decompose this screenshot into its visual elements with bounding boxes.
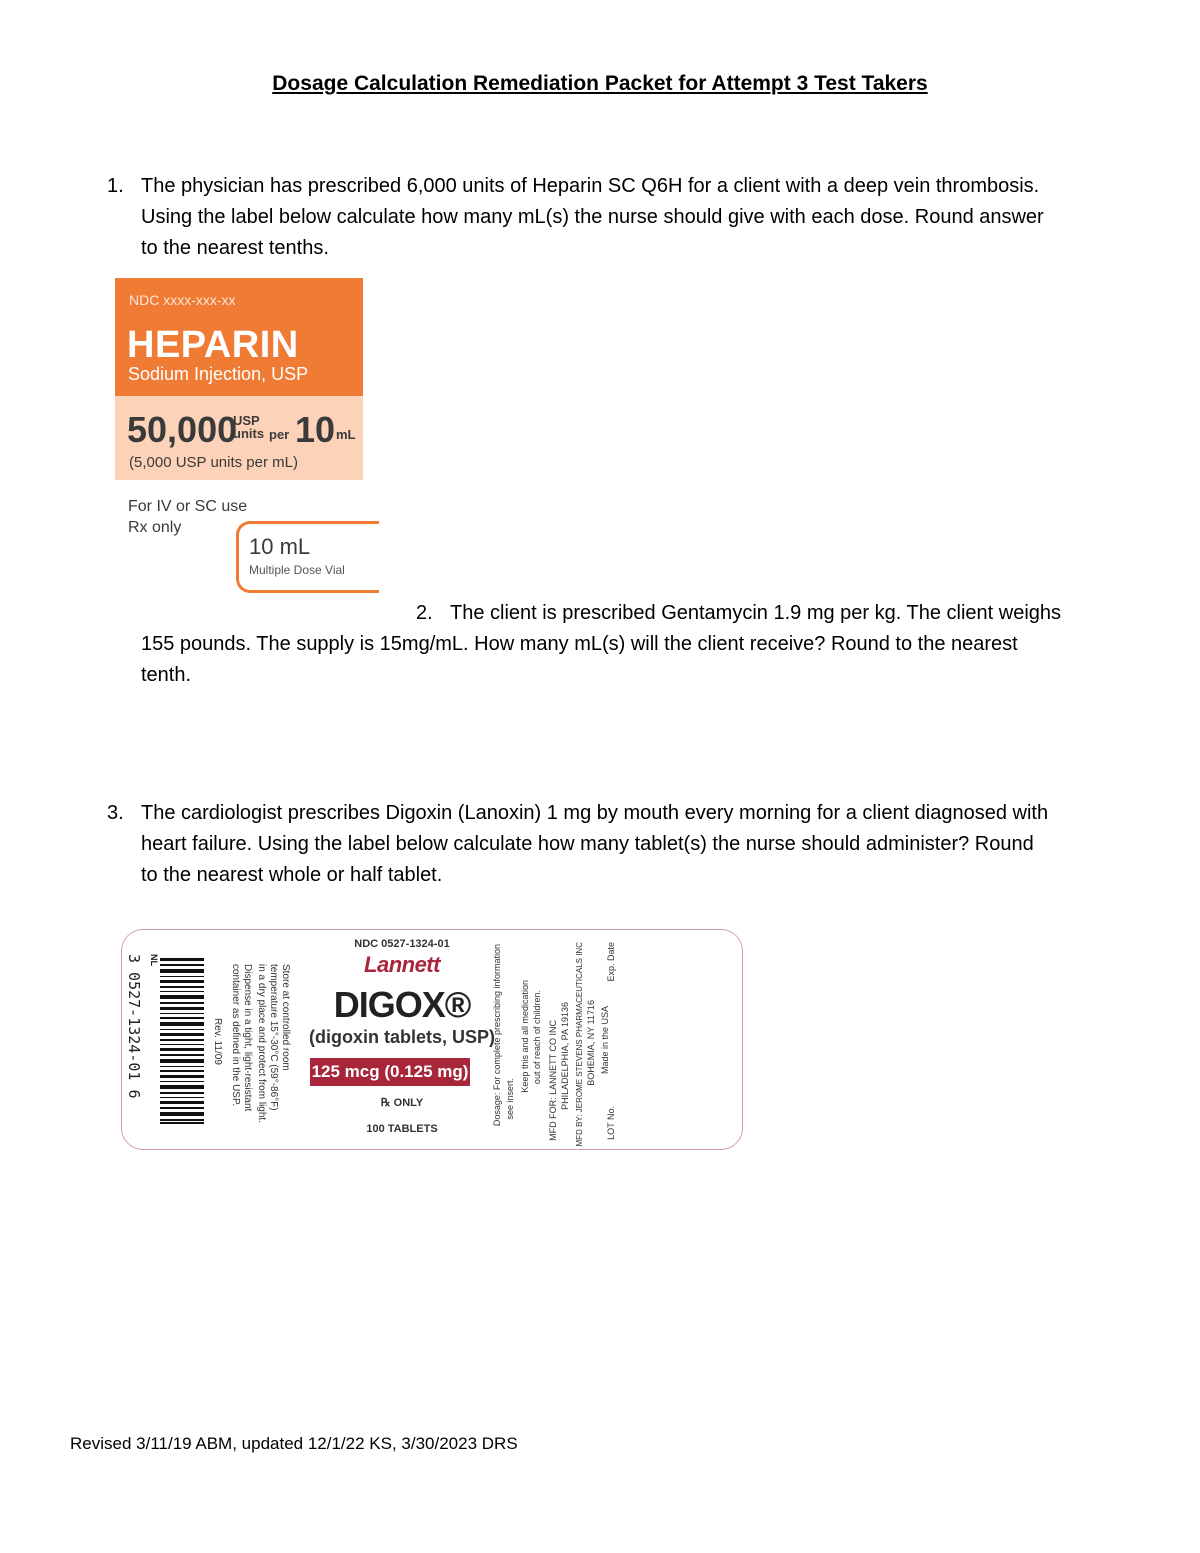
question-1-number: 1.	[107, 175, 124, 197]
digox-mfd-by-2: BOHEMIA, NY 11716	[586, 1000, 596, 1086]
digox-storage-3: in a dry place and protect from light.	[256, 964, 267, 1123]
digox-label	[121, 929, 743, 1150]
digox-dose: 125 mcg (0.125 mg)	[310, 1058, 470, 1086]
question-3-line-2: heart failure. Using the label below calculate how many tablet(s) the nurse should administer? Round	[141, 833, 1034, 855]
digox-barcode-number: 3 0527-1324-01 6	[125, 954, 143, 1099]
digox-generic: (digoxin tablets, USP)	[308, 1027, 495, 1047]
barcode-image	[160, 958, 204, 1124]
question-1-line-1: The physician has prescribed 6,000 units of Heparin SC Q6H for a client with a deep vein thrombosis.	[141, 175, 1040, 197]
heparin-vial-box	[236, 521, 379, 593]
digox-mfd-for-2: PHILADELPHIA, PA 19136	[560, 1002, 570, 1110]
digox-made-in: Made in the USA	[600, 1006, 610, 1075]
heparin-subtitle: Sodium Injection, USP	[128, 364, 309, 384]
question-2-number: 2.	[416, 602, 433, 624]
digox-storage-1: Store at controlled room	[280, 964, 291, 1071]
digox-dosage-2: see insert.	[505, 1078, 515, 1120]
heparin-strength-units: 50,000	[127, 409, 238, 450]
digox-storage-5: container as defined in the USP.	[230, 964, 241, 1107]
question-2-line-1: The client is prescribed Gentamycin 1.9 mg per kg. The client weighs	[450, 602, 1062, 624]
heparin-usp-units	[233, 414, 264, 440]
heparin-per: per	[269, 427, 290, 442]
page-title: Dosage Calculation Remediation Packet for Attempt 3 Test Takers	[272, 72, 928, 95]
heparin-concentration: (5,000 USP units per mL)	[129, 454, 298, 471]
digox-keep-2: out of reach of children.	[532, 990, 542, 1085]
digox-keep-1: Keep this and all medication	[520, 980, 530, 1093]
heparin-strength-volume: 10	[295, 409, 336, 450]
digox-rev: Rev. 11/09	[212, 1018, 223, 1065]
question-3-number: 3.	[107, 802, 124, 824]
heparin-vial-type: Multiple Dose Vial	[249, 563, 345, 577]
heparin-label-header	[115, 278, 363, 396]
digox-storage-4: Dispense in a tight, light-resistant	[242, 964, 253, 1112]
heparin-label	[115, 278, 363, 593]
digox-rx: ℞ ONLY	[380, 1097, 424, 1109]
revision-footer: Revised 3/11/19 ABM, updated 12/1/22 KS, 3/30/2023 DRS	[70, 1434, 518, 1453]
heparin-use: For IV or SC use	[128, 498, 248, 515]
digox-mfd-by-1: MFD BY: JEROME STEVENS PHARMACEUTICALS INC	[575, 942, 584, 1147]
question-1-line-3: to the nearest tenths.	[141, 237, 329, 259]
heparin-rx: Rx only	[128, 519, 182, 536]
heparin-units: units	[233, 426, 265, 441]
lannett-logo: Lannett	[364, 952, 440, 977]
digox-center-panel	[302, 930, 502, 1149]
question-3-line-1: The cardiologist prescribes Digoxin (Lanoxin) 1 mg by mouth every morning for a client diagnosed with	[141, 802, 1049, 824]
digox-storage-2: temperature 15°-30°C (59°-86°F)	[268, 964, 279, 1111]
digox-count: 100 TABLETS	[366, 1123, 438, 1135]
question-3-line-3: to the nearest whole or half tablet.	[141, 864, 443, 886]
heparin-strength-panel	[115, 396, 363, 480]
heparin-ml: mL	[336, 427, 356, 442]
digox-dosage-1: Dosage: For complete prescribing information	[492, 944, 502, 1127]
digox-lot: LOT No.	[606, 1106, 616, 1140]
heparin-usp: USP	[233, 413, 260, 428]
question-2-line-3: tenth.	[141, 664, 192, 686]
digox-exp: Exp. Date	[606, 942, 616, 982]
digox-mfd-for-1: MFD FOR: LANNETT CO INC	[548, 1020, 558, 1141]
digox-ndc: NDC 0527-1324-01	[354, 938, 450, 950]
heparin-ndc: NDC xxxx-xxx-xx	[129, 292, 236, 308]
digox-name: DIGOX®	[333, 984, 471, 1025]
question-2-line-2: 155 pounds. The supply is 15mg/mL. How many mL(s) will the client receive? Round to the nearest	[141, 633, 1018, 655]
heparin-vial-volume: 10 mL	[249, 534, 311, 559]
heparin-name: HEPARIN	[127, 324, 299, 366]
question-1-line-2: Using the label below calculate how many mL(s) the nurse should give with each dose. Round answer	[141, 206, 1044, 228]
digox-barcode-nl: NL	[149, 954, 159, 966]
